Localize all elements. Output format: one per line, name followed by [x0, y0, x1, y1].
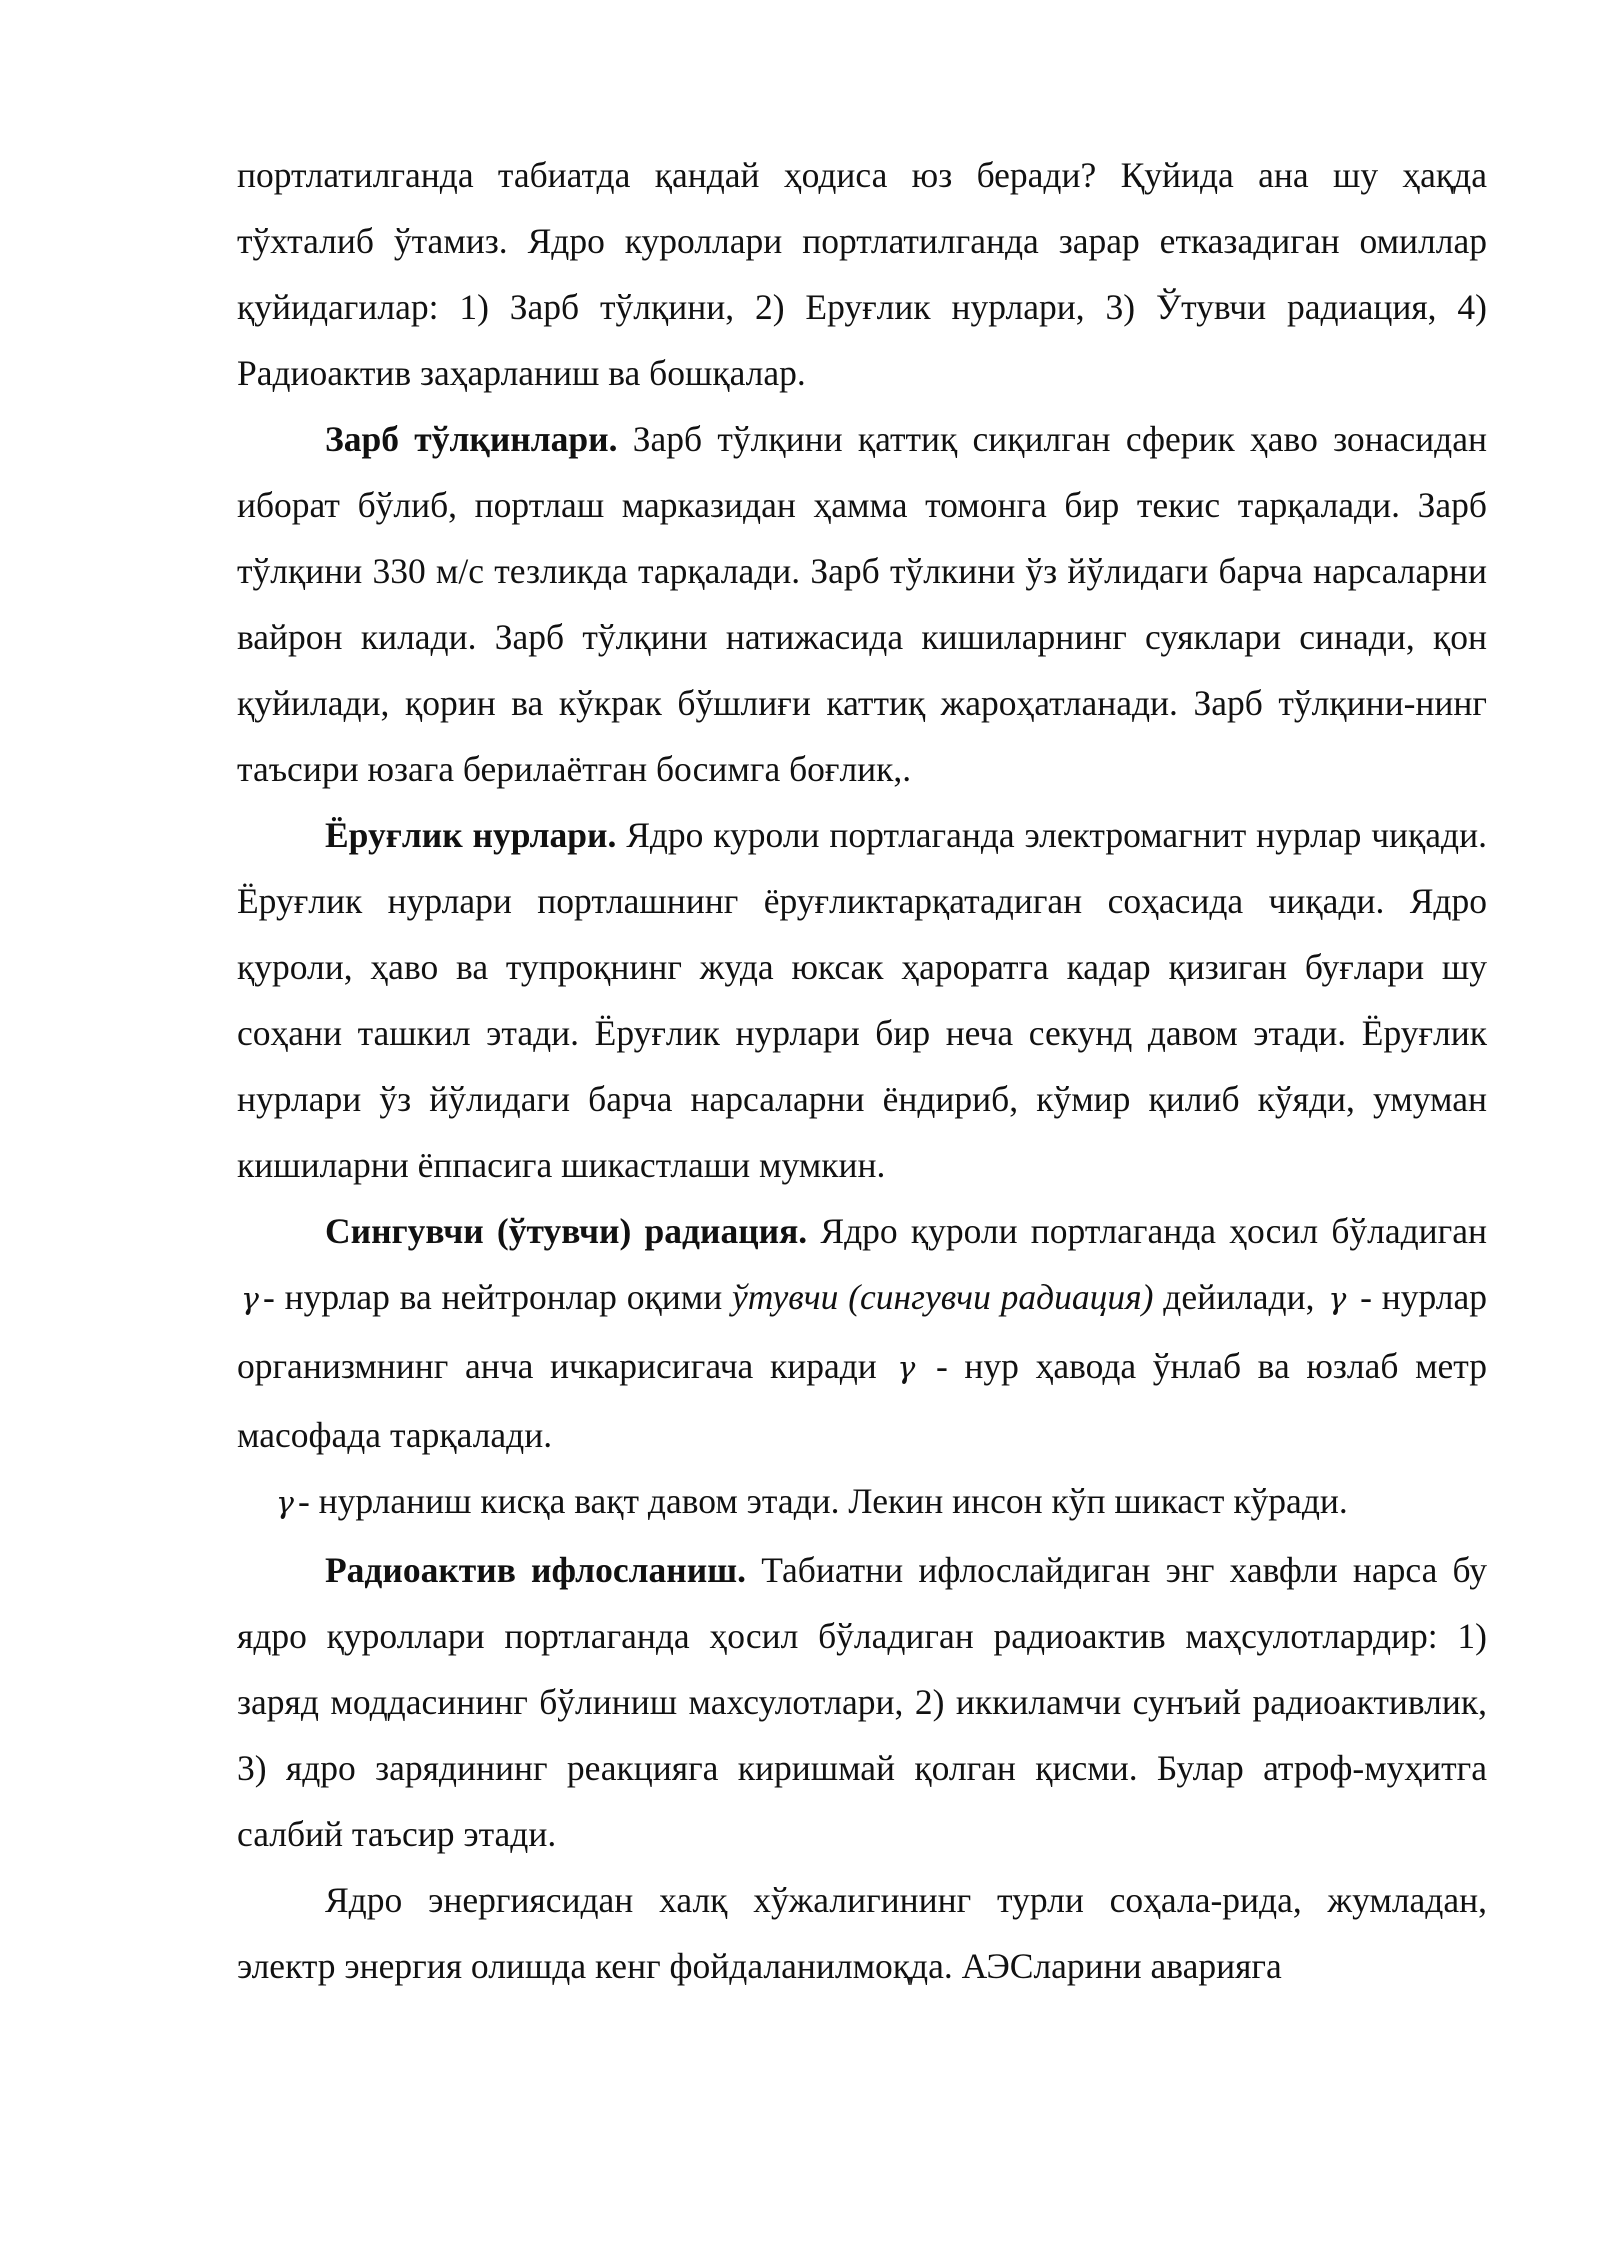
paragraph-nuclear-energy — [237, 1867, 1487, 1999]
paragraph-radioactive-contamination — [237, 1537, 1487, 1867]
paragraph-radiation-text-a: Ядро қуроли портлаганда ҳосил бўладиган — [807, 1211, 1487, 1251]
paragraph-radiation-text-c: дейилади, — [1153, 1277, 1325, 1317]
gamma-symbol: γ — [276, 1486, 294, 1521]
paragraph-gamma-exposure-text: - нурланиш кисқа вақт давом этади. Лекин инсон кўп шикаст кўради. — [297, 1481, 1348, 1521]
heading-penetrating-radiation: Сингувчи (ўтувчи) радиация. — [325, 1211, 808, 1251]
paragraph-shock-wave-text: Зарб тўлқини қаттиқ сиқилган сферик ҳаво зонасидан иборат бўлиб, портлаш марказидан ҳамма томонга бир текис тарқалади. Зарб тўлқини 330 м/с тезликда тарқалади. Зарб тўлкини ўз йўлидаги барча нарсаларни вайрон килади. Зарб тўлқини натижасида кишиларнинг суяклари синади, қон қуйилади, қорин ва кўкрак бўшлиғи каттиқ жароҳатланади. Зарб тўлқини-нинг таъсири юзага берилаётган босимга боғлик,. — [237, 419, 1487, 789]
heading-radioactive-contamination: Радиоактив ифлосланиш. — [325, 1550, 747, 1590]
paragraph-penetrating-radiation — [237, 1198, 1487, 1468]
gamma-symbol: γ — [1328, 1282, 1347, 1317]
heading-light-rays: Ёруғлик нурлари. — [325, 815, 617, 855]
gamma-symbol: γ — [897, 1351, 916, 1386]
paragraph-intro — [237, 142, 1487, 406]
document-body — [237, 142, 1487, 1999]
paragraph-radiation-text-d: - нурлар организмнинг анча ичкарисигача киради — [237, 1277, 1487, 1386]
paragraph-radiation-italic: ўтувчи (сингувчи радиация) — [732, 1277, 1154, 1317]
paragraph-gamma-exposure — [237, 1468, 1487, 1537]
paragraph-radiation-text-e: - нур ҳавода ўнлаб ва юзлаб метр масофада тарқалади. — [237, 1346, 1487, 1455]
paragraph-shock-wave — [237, 406, 1487, 802]
paragraph-nuclear-energy-text: Ядро энергиясидан халқ хўжалигининг турли соҳала-рида, жумладан, электр энергия олишда кенг фойдаланилмоқда. АЭСларини аварияга — [237, 1880, 1487, 1986]
paragraph-radiation-text-b: - нурлар ва нейтронлар оқими — [262, 1277, 733, 1317]
heading-shock-wave: Зарб тўлқинлари. — [325, 419, 618, 459]
paragraph-light-rays-text: Ядро куроли портлаганда электромагнит нурлар чиқади. Ёруғлик нурлари портлашнинг ёруғликтарқатадиган соҳасида чиқади. Ядро қуроли, ҳаво ва тупроқнинг жуда юксак ҳароратга кадар қизиган буғлари шу соҳани ташкил этади. Ёруғлик нурлари бир неча секунд давом этади. Ёруғлик нурлари ўз йўлидаги барча нарсаларни ёндириб, кўмир қилиб кўяди, умуман кишиларни ёппасига шикастлаши мумкин. — [237, 815, 1487, 1185]
gamma-symbol: γ — [241, 1282, 259, 1317]
paragraph-intro-text: портлатилганда табиатда қандай ҳодиса юз беради? Қуйида ана шу ҳақда тўхталиб ўтамиз. Ядро куроллари портлатилганда зарар етказадиган омиллар қуйидагилар: 1) Зарб тўлқини, 2) Еруғлик нурлари, 3) Ўтувчи радиация, 4) Радиоактив заҳарланиш ва бошқалар. — [237, 155, 1487, 393]
paragraph-light-rays — [237, 802, 1487, 1198]
paragraph-contamination-text: Табиатни ифлослайдиган энг хавфли нарса бу ядро қуроллари портлаганда ҳосил бўладиган радиоактив маҳсулотлардир: 1) заряд моддасининг бўлиниш махсулотлари, 2) иккиламчи сунъий радиоактивлик, 3) ядро зарядининг реакцияга киришмай қолган қисми. Булар атроф-муҳитга салбий таъсир этади. — [237, 1550, 1488, 1854]
